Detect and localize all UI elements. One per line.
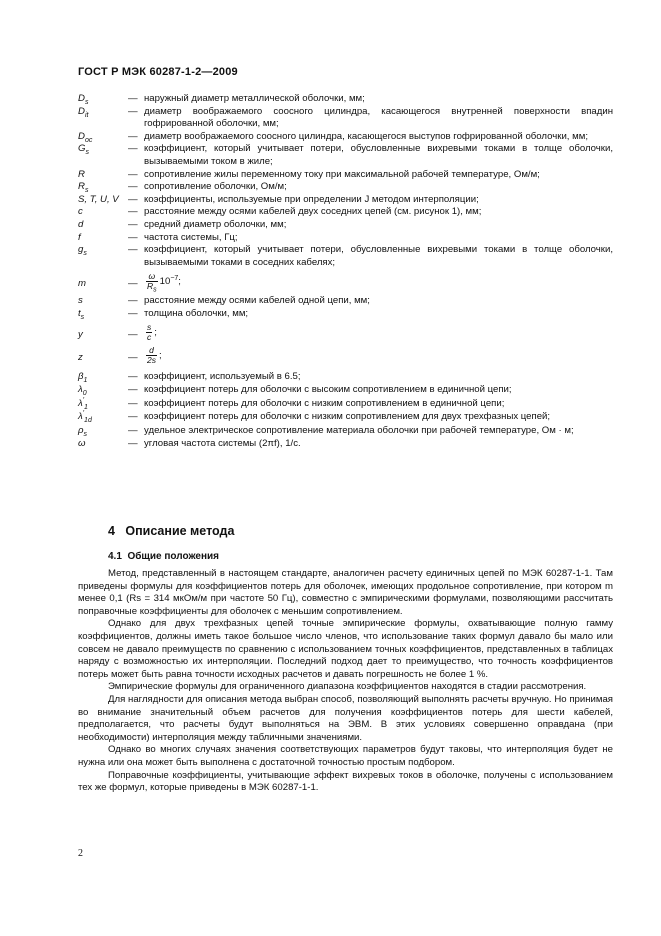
definition-symbol: $\beta_1$: [78, 370, 88, 384]
definition-row: [78, 143, 613, 168]
fraction-omega-over-rs: $\frac{\omega}{R_s}$: [147, 271, 157, 294]
definition-text: коэффициенты, используемые при определении J методом интерполяции;: [144, 193, 479, 205]
paragraph: Метод, представленный в настоящем стандарте, аналогичен расчету единичных цепей по МЭК 60287-1-1. Там приведены формулы для коэффициентов потерь для оболочек, имеющих продольное сопротивление, при котором m менее 0,1 (Rs = 314 мкОм/м при частоте 50 Гц), совместно с эмпирическими формулами, позволяющими рассчитать поправочные коэффициенты для оболочек с меньшим сопротивлением.: [78, 568, 613, 617]
definition-symbol: $\lambda'_{1d}$: [78, 410, 92, 425]
page-number: 2: [78, 848, 83, 859]
definition-dash: —: [128, 143, 138, 155]
definition-text: диаметр воображаемого соосного цилиндра, касающегося выступов гофрированной оболочки, мм;: [144, 130, 588, 142]
paragraph: Эмпирические формулы для ограниченного диапазона коэффициентов находятся в стадии рассмотрения.: [108, 681, 587, 693]
definition-row: [78, 232, 613, 245]
definition-dash: —: [128, 231, 138, 243]
definition-row: [78, 244, 613, 269]
definition-row-y: [78, 323, 613, 342]
definition-text: коэффициент, используемый в 6.5;: [144, 370, 301, 382]
definition-row: [78, 308, 613, 321]
definition-formula: $\frac{s}{c}$ ;: [147, 321, 157, 342]
definition-symbol: $t_s$: [78, 307, 85, 321]
definition-symbol: $\lambda_0$: [78, 384, 87, 397]
definition-row: [78, 295, 613, 308]
definition-text: диаметр воображаемого соосного цилиндра, касающегося внутренней поверхности впадин гофрированной оболочки, мм;: [144, 105, 613, 130]
definition-dash: —: [128, 307, 138, 319]
paragraph: Однако во многих случаях значения соответствующих параметров будут таковы, что интерполяция будет не нужна или она может быть выполнена с достаточной точностью простым подбором.: [78, 744, 613, 768]
definition-row: [78, 181, 613, 194]
definition-dash: —: [128, 193, 138, 205]
definition-dash: —: [128, 218, 138, 230]
definition-dash: —: [128, 130, 138, 142]
document-header: ГОСТ Р МЭК 60287-1-2—2009: [78, 66, 238, 78]
paragraph: Для наглядности для описания метода выбран способ, позволяющий выполнять расчеты вручную. Но принимая во внимание значительный объем расчетов для получения коэффициентов потерь для шести кабелей, предполагается, что расчеты будут выполняться на ЭВМ. В этих условиях совершенно оправдана (при необходимости) интерполяция между табличными значениями.: [78, 693, 613, 743]
definition-formula: $\frac{\omega}{R_s}$ $10^{-7}$;: [147, 271, 181, 294]
definition-symbol: f: [78, 231, 81, 243]
definition-text: удельное электрическое сопротивление материала оболочки при рабочей температуре, Ом · м;: [144, 424, 574, 436]
definition-dash: —: [128, 384, 138, 396]
paragraph: Поправочные коэффициенты, учитывающие эффект вихревых токов в оболочке, получены с использованием тех же формул, которые приведены в МЭК 60287-1-1.: [78, 769, 613, 794]
definition-row: [78, 371, 613, 384]
definition-dash: —: [128, 244, 138, 256]
definition-symbol: s: [78, 295, 83, 307]
definition-text: частота системы, Гц;: [144, 231, 238, 243]
definition-row: [78, 425, 613, 438]
definition-text: сопротивление жилы переменному току при максимальной рабочей температуре, Ом/м;: [144, 168, 540, 180]
definition-symbol: y: [78, 328, 83, 340]
definition-row: [78, 106, 613, 131]
definition-dash: —: [128, 351, 138, 363]
definition-text: коэффициент, который учитывает потери, обусловленные вихревыми токами в толще оболочки, вызываемыми токами в соседних кабелях;: [144, 244, 613, 268]
definition-symbol: $\rho_s$: [78, 424, 87, 438]
definition-symbol: ω: [78, 438, 86, 450]
definition-dash: —: [128, 168, 138, 180]
definition-symbol: $D_{oc}$: [78, 130, 93, 144]
definition-row: [78, 169, 613, 182]
definition-text: толщина оболочки, мм;: [144, 307, 249, 319]
definition-dash: —: [128, 370, 138, 382]
definition-row: [78, 384, 613, 397]
definition-text: коэффициент потерь для оболочки с низким сопротивлением в единичной цепи;: [144, 397, 505, 409]
definition-text: коэффициент потерь для оболочки с высоким сопротивлением в единичной цепи;: [144, 384, 512, 396]
definition-row: [78, 411, 613, 424]
definition-text: средний диаметр оболочки, мм;: [144, 218, 287, 230]
definition-dash: —: [128, 397, 138, 409]
definition-text: коэффициент потерь для оболочки с низким сопротивлением для двух трехфазных цепей;: [144, 411, 551, 423]
definition-text: коэффициент, который учитывает потери, обусловленные вихревыми токами в толще оболочки, вызываемыми током в жиле;: [144, 143, 613, 167]
definition-text: расстояние между осями кабелей одной цепи, мм;: [144, 295, 370, 307]
definition-row: [78, 398, 613, 411]
definition-row: [78, 219, 613, 232]
definition-symbol: $D_s$: [78, 93, 89, 106]
definition-text: наружный диаметр металлической оболочки, мм;: [144, 93, 365, 104]
definition-symbol: d: [78, 218, 84, 230]
definition-dash: —: [128, 105, 138, 117]
definition-symbol: $g_s$: [78, 244, 87, 258]
subsection-title: 4.1 Общие положения: [108, 551, 219, 562]
definition-dash: —: [128, 295, 138, 307]
definition-dash: —: [128, 438, 138, 450]
definition-row: [78, 131, 613, 144]
definition-row: [78, 194, 613, 207]
definition-text: расстояние между осями кабелей двух соседних цепей (см. рисунок 1), мм;: [144, 206, 482, 218]
definition-row: [78, 206, 613, 219]
definition-symbol: $R_s$: [78, 181, 89, 195]
definition-symbol: $G_s$: [78, 143, 89, 157]
definition-text: угловая частота системы (2πf), 1/с.: [144, 438, 301, 450]
definition-dash: —: [128, 206, 138, 218]
definition-symbol: S, T, U, V: [78, 193, 119, 205]
section-title: 4 Описание метода: [108, 524, 235, 538]
definition-row-z: [78, 346, 613, 365]
definition-row: [78, 438, 613, 451]
definition-dash: —: [128, 328, 138, 340]
definition-symbol: c: [78, 206, 83, 218]
fraction-d-over-2s: $\frac{d}{2s}$: [147, 344, 156, 365]
paragraph: Однако для двух трехфазных цепей точные эмпирические формулы, охватывающие полную гамму коэффициентов, должны иметь такое большое число членов, что использование таких формул давало бы мало или совсем не давало преимуществ по сравнению с использованием точных коэффициентов, представленных в таблицах наряду с возможностью их интерполяции. Последний подход дает то преимущество, что точность коэффициентов потерь может быть равна точности исходных расчетов и давать погрешность не более 1 %.: [78, 618, 613, 680]
definition-symbol: $\lambda'_1$: [78, 396, 88, 411]
definition-formula: $\frac{d}{2s}$ ;: [147, 344, 162, 365]
fraction-s-over-c: $\frac{s}{c}$: [147, 321, 152, 342]
definition-dash: —: [128, 181, 138, 193]
definition-row-m: [78, 271, 613, 294]
definition-dash: —: [128, 424, 138, 436]
body-text: [78, 568, 613, 795]
definition-symbol: R: [78, 168, 85, 180]
definition-dash: —: [128, 411, 138, 423]
definition-symbol: m: [78, 278, 86, 290]
definition-symbol: z: [78, 351, 83, 363]
definition-text: сопротивление оболочки, Ом/м;: [144, 181, 287, 193]
definition-dash: —: [128, 278, 138, 290]
symbol-definitions: [78, 93, 613, 451]
definition-symbol: $D_{it}$: [78, 105, 89, 119]
definition-dash: —: [128, 93, 138, 104]
definition-row: [78, 93, 613, 106]
